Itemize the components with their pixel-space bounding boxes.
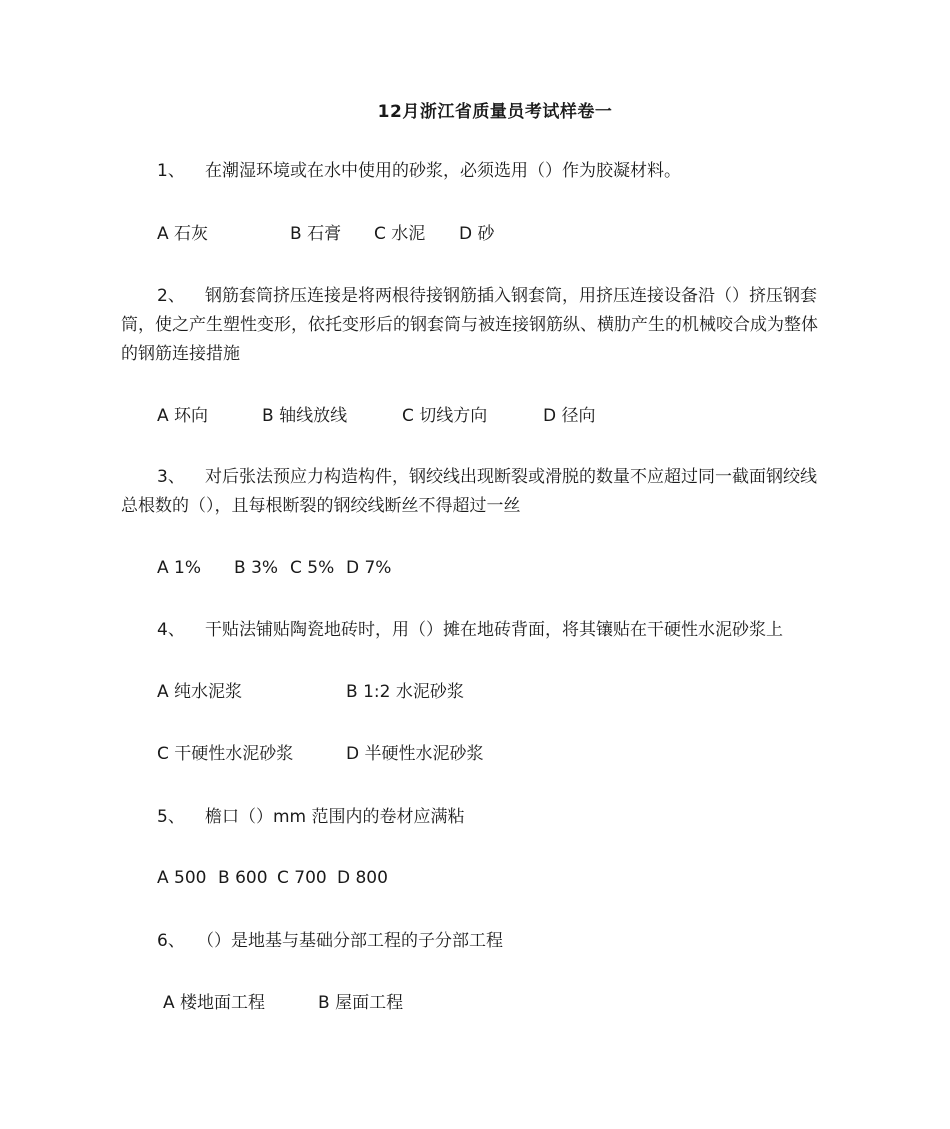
option-c: C 5% xyxy=(290,558,335,578)
question-3 xyxy=(121,463,831,521)
option-d: D 砂 xyxy=(459,224,495,244)
option-a: A 1% xyxy=(157,558,202,578)
question-text: 檐口（）mm 范围内的卷材应满粘 xyxy=(205,807,465,827)
option-d: D 半硬性水泥砂浆 xyxy=(346,744,484,764)
option-c: C 700 xyxy=(277,868,327,888)
option-d: D 7% xyxy=(346,558,392,578)
question-4 xyxy=(157,616,783,644)
option-d: D 800 xyxy=(337,868,388,888)
option-b: B 1:2 水泥砂浆 xyxy=(346,682,464,702)
question-number: 3、 xyxy=(157,467,185,487)
option-b: B 屋面工程 xyxy=(318,993,404,1013)
option-a: A 纯水泥浆 xyxy=(157,682,243,702)
question-number: 5、 xyxy=(157,807,185,827)
option-a: A 环向 xyxy=(157,406,209,426)
option-d: D 径向 xyxy=(543,406,596,426)
option-c: C 切线方向 xyxy=(402,406,488,426)
question-text: 在潮湿环境或在水中使用的砂浆，必须选用（）作为胶凝材料。 xyxy=(205,161,681,181)
option-b: B 石膏 xyxy=(290,224,342,244)
question-number: 6、 xyxy=(157,931,185,951)
option-b: B 3% xyxy=(234,558,279,578)
option-a: A 楼地面工程 xyxy=(163,993,266,1013)
question-6 xyxy=(157,927,503,955)
question-text: （）是地基与基础分部工程的子分部工程 xyxy=(197,931,503,951)
option-c: C 水泥 xyxy=(374,224,426,244)
option-a: A 石灰 xyxy=(157,224,209,244)
question-5 xyxy=(157,803,465,831)
question-text: 钢筋套筒挤压连接是将两根待接钢筋插入钢套筒，用挤压连接设备沿（）挤压钢套筒，使之产生塑性变形，依托变形后的钢套筒与被连接钢筋纵、横肋产生的机械咬合成为整体的钢筋连接措施 xyxy=(121,286,818,364)
option-a: A 500 xyxy=(157,868,207,888)
option-b: B 600 xyxy=(218,868,268,888)
question-number: 4、 xyxy=(157,620,185,640)
question-1 xyxy=(157,157,681,185)
question-2 xyxy=(121,282,831,369)
question-text: 对后张法预应力构造构件，钢绞线出现断裂或滑脱的数量不应超过同一截面钢绞线总根数的（），且每根断裂的钢绞线断丝不得超过一丝 xyxy=(121,467,817,516)
question-number: 1、 xyxy=(157,161,185,181)
option-c: C 干硬性水泥砂浆 xyxy=(157,744,294,764)
question-text: 干贴法铺贴陶瓷地砖时，用（）摊在地砖背面，将其镶贴在干硬性水泥砂浆上 xyxy=(205,620,783,640)
option-b: B 轴线放线 xyxy=(262,406,348,426)
document-title: 12月浙江省质量员考试样卷一 xyxy=(377,102,613,122)
question-number: 2、 xyxy=(157,286,185,306)
